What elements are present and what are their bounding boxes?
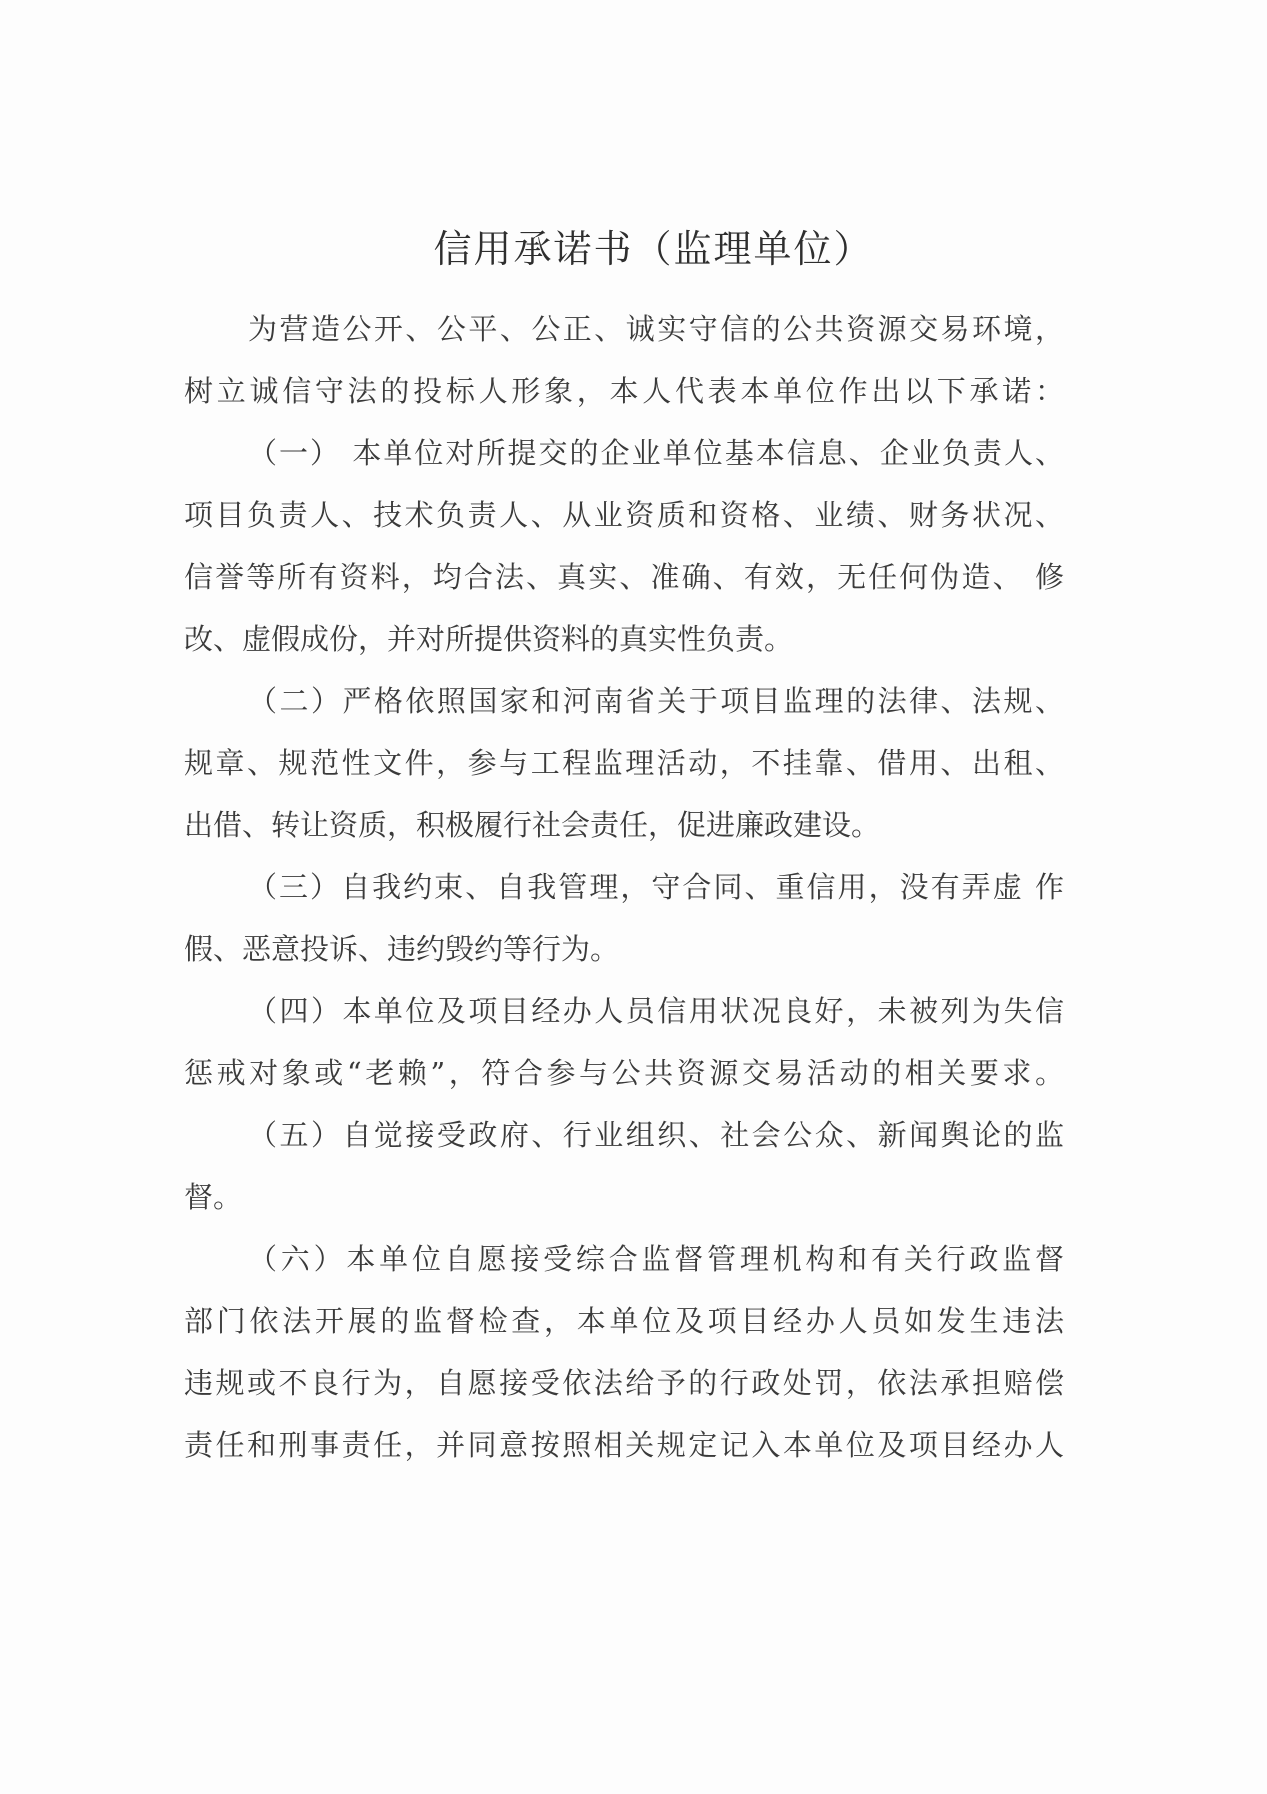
paragraph-line: （三）自我约束、自我管理，守合同、重信用，没有弄虚 作 xyxy=(248,870,1064,904)
paragraph-line: 惩戒对象或“老赖”，符合参与公共资源交易活动的相关要求。 xyxy=(184,1056,1064,1090)
paragraph-line: 改、虚假成份，并对所提供资料的真实性负责。 xyxy=(184,622,794,656)
paragraph-line: 出借、转让资质，积极履行社会责任，促进廉政建设。 xyxy=(184,808,881,842)
paragraph-line: 规章、规范性文件，参与工程监理活动，不挂靠、借用、出租、 xyxy=(184,746,1064,780)
paragraph-line: （二）严格依照国家和河南省关于项目监理的法律、法规、 xyxy=(248,684,1064,718)
paragraph-line: 项目负责人、技术负责人、从业资质和资格、业绩、财务状况、 xyxy=(184,498,1064,532)
paragraph-line: （六）本单位自愿接受综合监督管理机构和有关行政监督 xyxy=(248,1242,1064,1276)
paragraph-line: 假、恶意投诉、违约毁约等行为。 xyxy=(184,932,620,966)
paragraph-line: （五）自觉接受政府、行业组织、社会公众、新闻舆论的监 xyxy=(248,1118,1064,1152)
paragraph-line: 责任和刑事责任，并同意按照相关规定记入本单位及项目经办人 xyxy=(184,1428,1064,1462)
paragraph-line: 信誉等所有资料，均合法、真实、准确、有效，无任何伪造、 修 xyxy=(184,560,1064,594)
paragraph-line: 违规或不良行为，自愿接受依法给予的行政处罚，依法承担赔偿 xyxy=(184,1366,1064,1400)
paragraph-line: （四）本单位及项目经办人员信用状况良好，未被列为失信 xyxy=(248,994,1064,1028)
document-title: 信用承诺书（监理单位） xyxy=(433,227,874,271)
paragraph-line: 树立诚信守法的投标人形象，本人代表本单位作出以下承诺： xyxy=(184,374,1064,408)
paragraph-line: 部门依法开展的监督检查，本单位及项目经办人员如发生违法 xyxy=(184,1304,1064,1338)
paragraph-line: 为营造公开、公平、公正、诚实守信的公共资源交易环境， xyxy=(248,312,1064,346)
paragraph-line: （一） 本单位对所提交的企业单位基本信息、企业负责人、 xyxy=(248,436,1064,470)
paragraph-line: 督。 xyxy=(184,1180,243,1214)
